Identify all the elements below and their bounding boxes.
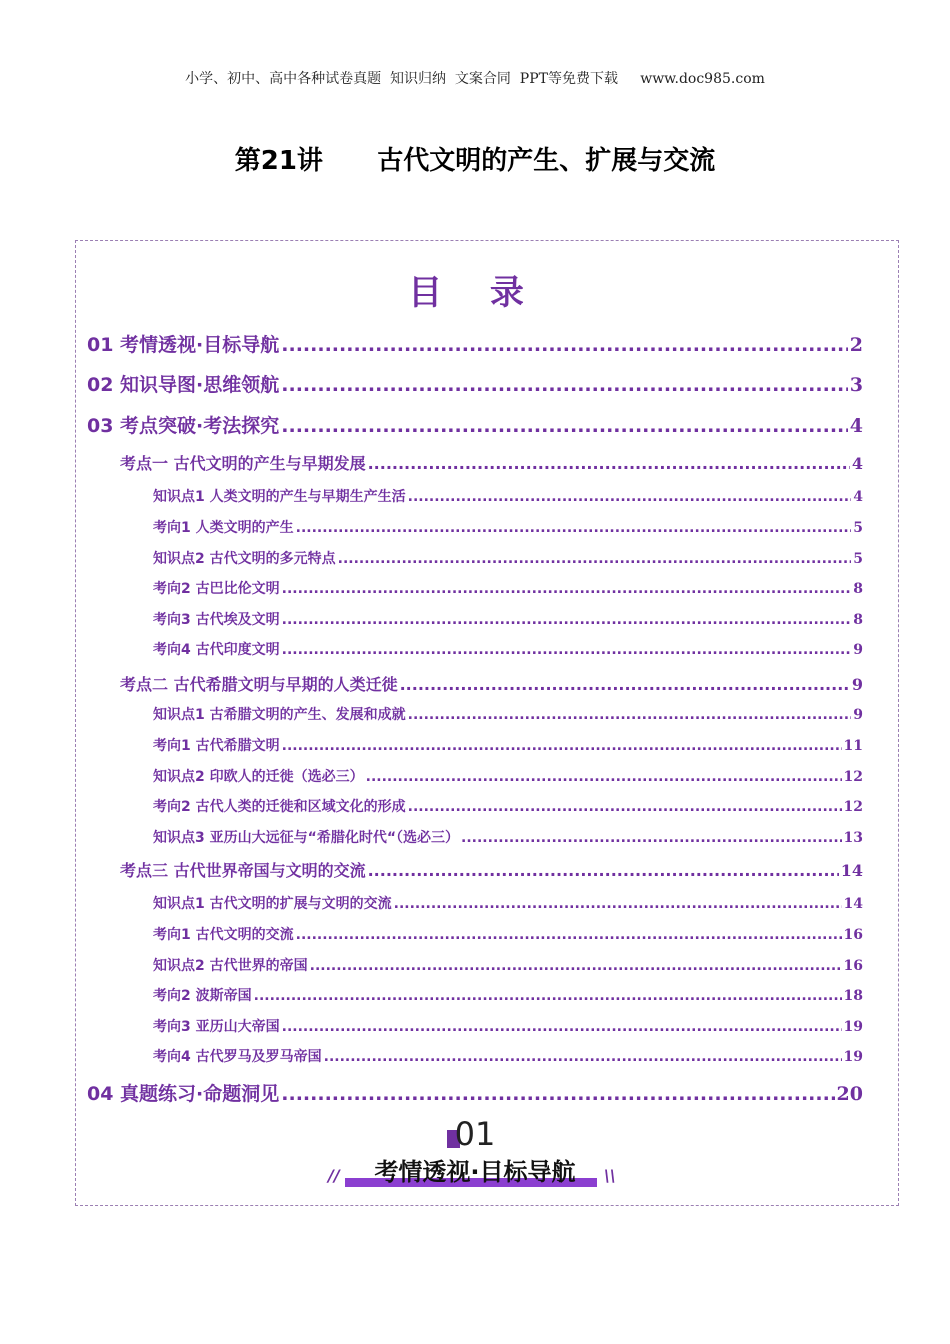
toc-entry-page: 18	[843, 988, 863, 1004]
toc-entry-page: 9	[853, 707, 863, 723]
toc-entry[interactable]	[87, 411, 863, 438]
toc-entry-label: 02 知识导图·思维领航	[87, 374, 280, 396]
toc-entry-label: 考向2 波斯帝国	[153, 988, 252, 1004]
toc-entry[interactable]	[87, 370, 863, 397]
toc-entry-page: 5	[853, 520, 863, 536]
toc-entry-page: 16	[843, 927, 863, 943]
toc-entry-page: 8	[853, 581, 863, 597]
toc-entry-label: 考向4 古代罗马及罗马帝国	[153, 1049, 322, 1065]
toc-dot-leader	[281, 334, 847, 356]
toc-entry[interactable]	[153, 827, 863, 847]
toc-entry[interactable]	[153, 548, 863, 568]
toc-entry-page: 19	[843, 1049, 863, 1065]
toc-dot-leader	[281, 1083, 834, 1105]
toc-entry[interactable]	[153, 796, 863, 816]
toc-dot-leader	[282, 581, 852, 597]
toc-dot-leader	[461, 830, 841, 846]
toc-entry-page: 20	[836, 1083, 863, 1105]
toc-entry[interactable]	[153, 517, 863, 537]
toc-entry-page: 12	[843, 799, 863, 815]
toc-entry-page: 9	[851, 675, 863, 694]
toc-dot-leader	[282, 642, 852, 658]
toc-entry[interactable]	[120, 672, 863, 695]
toc-entry[interactable]	[153, 704, 863, 724]
toc-dot-leader	[282, 738, 842, 754]
toc-dot-leader	[408, 799, 842, 815]
toc-entry-page: 14	[840, 861, 863, 880]
toc-entry[interactable]	[153, 1016, 863, 1036]
toc-entry-page: 3	[849, 374, 863, 396]
toc-dot-leader	[408, 707, 852, 723]
toc-entry[interactable]	[153, 766, 863, 786]
toc-dot-leader	[296, 520, 852, 536]
toc-dot-leader	[281, 374, 847, 396]
toc-dot-leader	[368, 454, 850, 473]
toc-entry-page: 5	[853, 551, 863, 567]
toc-entry[interactable]	[120, 858, 863, 881]
toc-entry-label: 03 考点突破·考法探究	[87, 415, 280, 437]
toc-entry-page: 12	[843, 769, 863, 785]
toc-dot-leader	[310, 958, 842, 974]
toc-entry-page: 9	[853, 642, 863, 658]
toc-entry-label: 考向3 亚历山大帝国	[153, 1019, 280, 1035]
page-header: 小学、初中、高中各种试卷真题 知识归纳 文案合同 PPT等免费下载 www.doc985.com	[185, 71, 765, 87]
toc-entry-page: 11	[843, 738, 863, 754]
toc-dot-leader	[368, 861, 839, 880]
toc-dot-leader	[324, 1049, 842, 1065]
toc-entry-label: 考向4 古代印度文明	[153, 642, 280, 658]
banner-left-slash-icon: //	[328, 1166, 340, 1185]
toc-entry[interactable]	[153, 735, 863, 755]
toc-entry-label: 知识点2 古代文明的多元特点	[153, 551, 336, 567]
toc-entry[interactable]	[120, 451, 863, 474]
toc-entry-label: 04 真题练习·命题洞见	[87, 1083, 280, 1105]
toc-entry[interactable]	[153, 985, 863, 1005]
toc-entry-label: 考向2 古巴比伦文明	[153, 581, 280, 597]
toc-entry-label: 知识点2 印欧人的迁徙（选必三）	[153, 769, 364, 785]
toc-entry[interactable]	[153, 639, 863, 659]
toc-entry-label: 01 考情透视·目标导航	[87, 334, 280, 356]
toc-entry-label: 知识点1 人类文明的产生与早期生产生活	[153, 489, 406, 505]
toc-entry-label: 考点三 古代世界帝国与文明的交流	[120, 861, 366, 880]
toc-heading: 目 录	[408, 273, 542, 313]
toc-entry[interactable]	[87, 1079, 863, 1106]
toc-entry-label: 考向1 人类文明的产生	[153, 520, 294, 536]
banner-section-title: 考情透视·目标导航	[374, 1158, 576, 1186]
toc-dot-leader	[282, 612, 852, 628]
toc-entry[interactable]	[87, 330, 863, 357]
toc-entry-label: 考点二 古代希腊文明与早期的人类迁徙	[120, 675, 398, 694]
toc-entry-page: 2	[849, 334, 863, 356]
toc-entry[interactable]	[153, 609, 863, 629]
toc-entry[interactable]	[153, 924, 863, 944]
toc-entry-page: 16	[843, 958, 863, 974]
toc-entry-label: 考点一 古代文明的产生与早期发展	[120, 454, 366, 473]
toc-entry[interactable]	[153, 578, 863, 598]
toc-entry-label: 考向2 古代人类的迁徙和区域文化的形成	[153, 799, 406, 815]
toc-entry-page: 13	[843, 830, 863, 846]
toc-entry-label: 知识点1 古代文明的扩展与文明的交流	[153, 896, 392, 912]
toc-entry-label: 考向1 古代文明的交流	[153, 927, 294, 943]
toc-entry-label: 知识点2 古代世界的帝国	[153, 958, 308, 974]
toc-entry-label: 知识点1 古希腊文明的产生、发展和成就	[153, 707, 406, 723]
toc-entry[interactable]	[153, 486, 863, 506]
toc-entry-page: 14	[843, 896, 863, 912]
toc-dot-leader	[296, 927, 842, 943]
toc-entry[interactable]	[153, 893, 863, 913]
toc-dot-leader	[366, 769, 842, 785]
toc-dot-leader	[254, 988, 842, 1004]
toc-dot-leader	[282, 1019, 842, 1035]
toc-entry-page: 4	[853, 489, 863, 505]
toc-dot-leader	[400, 675, 850, 694]
toc-entry-label: 考向3 古代埃及文明	[153, 612, 280, 628]
toc-entry[interactable]	[153, 1046, 863, 1066]
toc-dot-leader	[408, 489, 852, 505]
toc-entry-page: 4	[851, 454, 863, 473]
toc-entry-label: 知识点3 亚历山大远征与“希腊化时代“（选必三）	[153, 830, 460, 846]
toc-entry-label: 考向1 古代希腊文明	[153, 738, 280, 754]
banner-right-slash-icon: \\	[604, 1166, 616, 1185]
toc-entry[interactable]	[153, 955, 863, 975]
toc-dot-leader	[281, 415, 847, 437]
toc-dot-leader	[338, 551, 852, 567]
toc-dot-leader	[394, 896, 842, 912]
banner-section-number: 01	[454, 1115, 496, 1153]
lecture-title: 第21讲 古代文明的产生、扩展与交流	[234, 146, 716, 176]
toc-entry-page: 19	[843, 1019, 863, 1035]
toc-entry-page: 8	[853, 612, 863, 628]
toc-entry-page: 4	[849, 415, 863, 437]
